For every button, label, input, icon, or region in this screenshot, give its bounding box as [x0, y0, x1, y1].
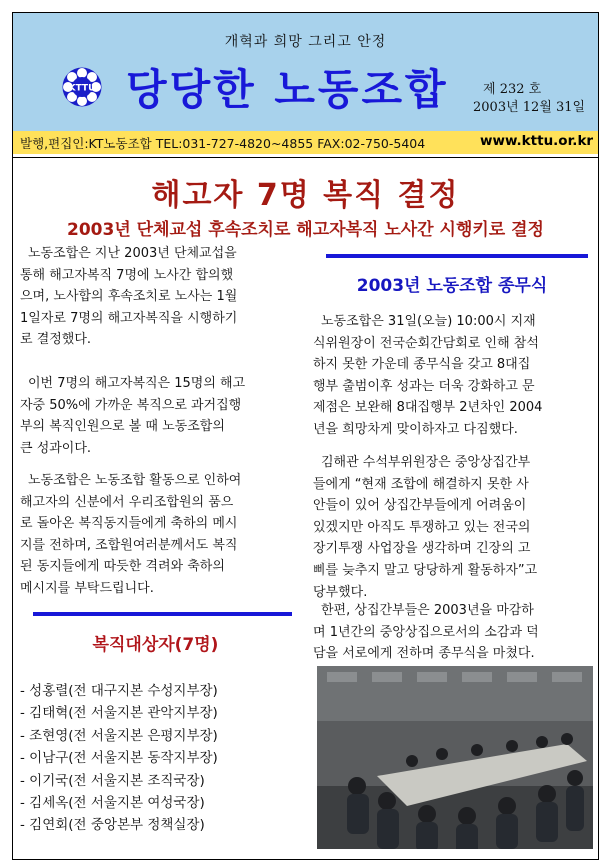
- text-line: 담을 서로에게 전하며 종무식을 마쳤다.: [313, 646, 535, 662]
- newsletter-title: 당당한 노동조합: [126, 65, 449, 114]
- kttu-logo-icon: [61, 66, 103, 108]
- text-line: 통해 해고자복직 7명에 노사간 합의했: [20, 267, 234, 283]
- text-line: 이번 7명의 해고자복직은 15명의 해고: [28, 376, 246, 391]
- text-line: 노동조합은 31일(오늘) 10:00시 지재: [321, 314, 536, 329]
- right-paragraph-3: [313, 600, 593, 665]
- text-line: 로 결정했다.: [20, 332, 92, 348]
- list-item: - 조현영(전 서울지본 은평지부장): [20, 727, 218, 744]
- text-line: 해고자의 신분에서 우리조합원의 품으: [20, 494, 234, 510]
- meeting-photo: [317, 666, 593, 849]
- reinstatement-list-title: 복직대상자(7명): [92, 635, 219, 655]
- reinstatement-list: [20, 680, 218, 837]
- masthead-slogan: 개혁과 희망 그리고 안정: [224, 34, 387, 50]
- text-line: 행부 출범이후 성과는 더욱 강화하고 문: [313, 378, 535, 394]
- logo-text: KTTU: [68, 83, 96, 94]
- text-line: 며 1년간의 중앙상집으로서의 소감과 덕: [313, 624, 539, 640]
- text-line: 큰 성과이다.: [20, 440, 92, 456]
- website-link[interactable]: www.kttu.or.kr: [480, 133, 594, 149]
- issue-date: 2003년 12월 31일: [473, 100, 586, 115]
- text-line: 들에게 “현재 조합에 해결하지 못한 사: [313, 476, 529, 492]
- section-rule: [33, 612, 292, 616]
- subheadline: 2003년 단체교섭 후속조치로 해고자복직 노사간 시행키로 결정: [67, 220, 544, 240]
- year-end-ceremony-title: 2003년 노동조합 종무식: [356, 276, 548, 296]
- list-item: - 이남구(전 서울지본 동작지부장): [20, 750, 218, 767]
- text-line: 하지 못한 가운데 종무식을 갖고 8대집: [313, 357, 531, 373]
- text-line: 된 동지들에게 따듯한 격려와 축하의: [20, 559, 225, 575]
- list-item: - 성홍렬(전 대구지본 수성지부장): [20, 683, 218, 699]
- list-item: - 김세옥(전 서울지본 여성국장): [20, 795, 205, 812]
- text-line: 있겠지만 아직도 투쟁하고 있는 전국의: [313, 519, 531, 535]
- left-paragraph-3: [20, 470, 302, 600]
- right-paragraph-2: [313, 452, 593, 603]
- text-line: 노동조합은 지난 2003년 단체교섭을: [28, 246, 237, 261]
- text-line: 1일자로 7명의 해고자복직을 시행하기: [20, 310, 238, 326]
- text-line: 당부했다.: [313, 584, 368, 600]
- list-item: - 김연회(전 중앙본부 정책실장): [20, 817, 205, 834]
- text-line: 지를 전하며, 조합원여러분께서도 복직: [20, 537, 238, 553]
- text-line: 식위원장이 전국순회간담회로 인해 참석: [313, 335, 539, 351]
- text-line: 자중 50%에 가까운 복직으로 과거집행: [20, 397, 242, 413]
- left-paragraph-1: [20, 243, 302, 351]
- section-rule: [326, 254, 588, 258]
- text-line: 장기투쟁 사업장을 생각하며 긴장의 고: [313, 541, 531, 557]
- text-line: 안들이 있어 상집간부들에게 어려움이: [313, 498, 527, 514]
- text-line: 부의 복직인원으로 볼 때 노동조합의: [20, 419, 225, 435]
- left-paragraph-2: [20, 373, 302, 459]
- text-line: 로 돌아온 복직동지들에게 축하의 메시: [20, 516, 238, 532]
- text-line: 으며, 노사합의 후속조치로 노사는 1월: [20, 289, 238, 305]
- issue-number: 제 232 호: [483, 82, 542, 97]
- text-line: 년을 희망차게 맞이하자고 다짐했다.: [313, 421, 518, 437]
- text-line: 한편, 상집간부들은 2003년을 마감하: [321, 603, 534, 618]
- text-line: 메시지를 부탁드립니다.: [20, 580, 154, 596]
- list-item: - 김태혁(전 서울지본 관악지부장): [20, 705, 218, 722]
- header-divider: [13, 157, 598, 158]
- headline: 해고자 7명 복직 결정: [151, 178, 460, 213]
- text-line: 김해관 수석부위원장은 중앙상집간부: [321, 455, 531, 470]
- text-line: 제점은 보완해 8대집행부 2년차인 2004: [313, 400, 543, 416]
- right-paragraph-1: [313, 311, 593, 441]
- text-line: 삐를 늦추지 말고 당당하게 활동하자”고: [313, 562, 538, 578]
- list-item: - 이기국(전 서울지본 조직국장): [20, 772, 205, 789]
- publisher-info: 발행,편집인:KT노동조합 TEL:031-727-4820~4855 FAX:02-750-5404: [20, 136, 426, 151]
- text-line: 노동조합은 노동조합 활동으로 인하여: [28, 473, 242, 488]
